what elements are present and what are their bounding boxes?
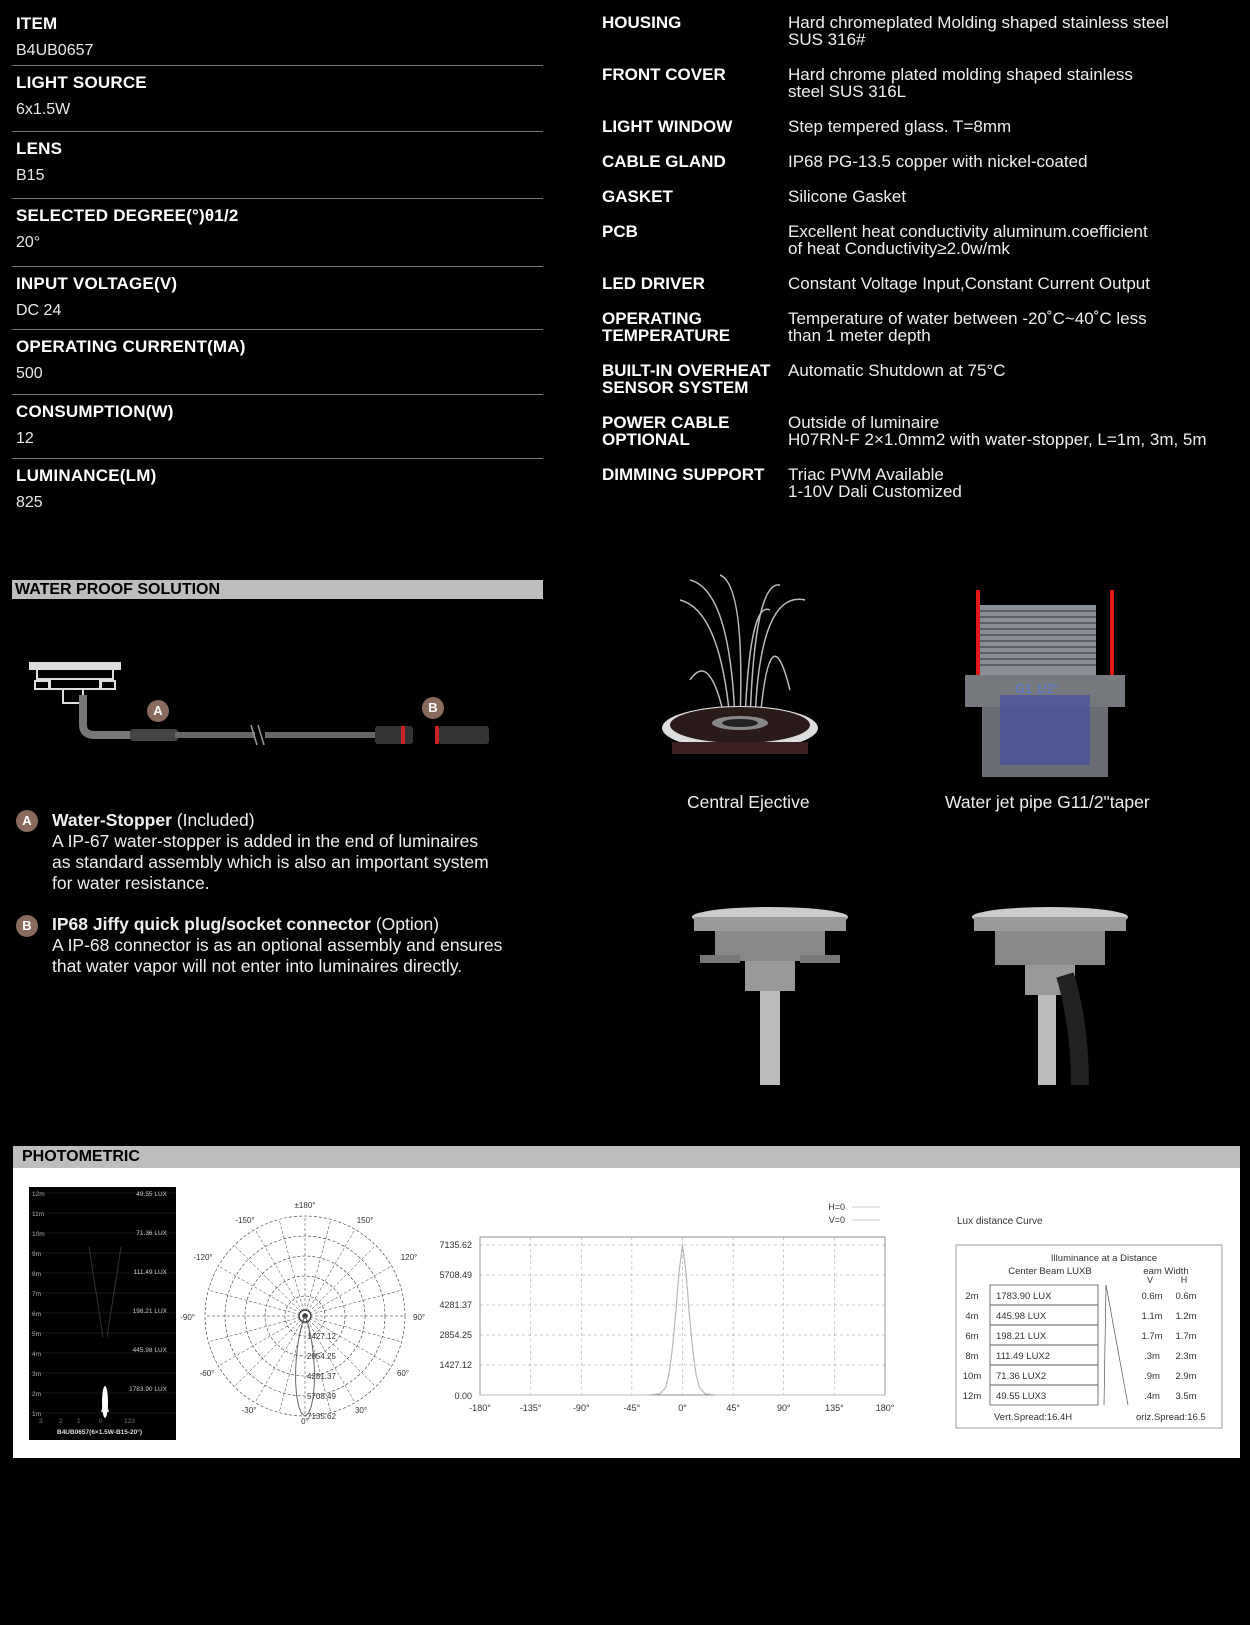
beam-tick-label: 1	[77, 1418, 81, 1425]
polar-spoke	[255, 1229, 305, 1316]
spec-value: 12	[16, 430, 34, 447]
polar-spoke	[305, 1219, 331, 1316]
lux-v-width: .4m	[1144, 1391, 1160, 1402]
polar-spoke	[208, 1316, 305, 1342]
spec-divider	[12, 131, 543, 132]
spec-value: DC 24	[16, 302, 62, 319]
beam-scale-label: 1m	[32, 1411, 42, 1418]
polar-spoke	[279, 1219, 305, 1316]
lux-vert-spread: Vert.Spread:16.4H	[994, 1412, 1073, 1423]
connector-title: IP68 Jiffy quick plug/socket connector	[52, 914, 371, 934]
spec-divider	[12, 266, 543, 267]
chart-x-tick-label: -135°	[519, 1403, 542, 1413]
spec-value: IP68 PG-13.5 copper with nickel-coated	[788, 152, 1088, 171]
polar-angle-label: -30°	[241, 1406, 257, 1415]
chart-legend-h: H=0	[828, 1202, 845, 1212]
spec-label: PCB	[602, 222, 638, 241]
spec-value: B15	[16, 167, 45, 184]
spec-label: LENS	[16, 139, 63, 158]
chart-x-tick-label: 135°	[825, 1403, 844, 1413]
badge-a-diagram: A	[147, 700, 169, 722]
polar-angle-label: 60°	[396, 1369, 410, 1378]
lux-distance: 8m	[965, 1351, 979, 1362]
fixture-cable-image	[970, 905, 1130, 1085]
lux-title: Lux distance Curve	[957, 1216, 1043, 1227]
polar-angle-label: 0°	[301, 1417, 309, 1426]
spec-value: Step tempered glass. T=8mm	[788, 117, 1012, 136]
water-jet-pipe-image	[960, 585, 1130, 780]
lux-value: 198.21 LUX	[996, 1331, 1047, 1342]
polar-spoke	[305, 1266, 392, 1316]
fixture-front-image	[690, 905, 850, 1085]
lux-h-width: 1.7m	[1175, 1331, 1197, 1342]
polar-angle-label: 120°	[400, 1253, 418, 1262]
spec-value: Hard chrome plated molding shaped stainless steel SUS 316L	[788, 65, 1133, 101]
chart-y-tick-label: 4281.37	[439, 1300, 472, 1310]
beam-scale-label: 2m	[32, 1391, 42, 1398]
polar-angle-label: 150°	[356, 1216, 374, 1225]
chart-y-tick-label: 2854.25	[439, 1330, 472, 1340]
lux-cone-left	[1104, 1285, 1106, 1405]
spec-label: OPERATING TEMPERATURE	[602, 309, 731, 345]
polar-angle-label: -120°	[193, 1253, 213, 1262]
beam-scale-label: 8m	[32, 1271, 42, 1278]
lux-width-label: eam Width	[1143, 1266, 1189, 1277]
luminaire-fixture-icon	[30, 663, 135, 735]
spec-value: B4UB0657	[16, 42, 94, 59]
spec-label: INPUT VOLTAGE(V)	[16, 274, 178, 293]
lux-distance: 12m	[962, 1391, 982, 1402]
beam-tick-label: 123	[124, 1418, 135, 1425]
connector-text: A IP-68 connector is as an optional assembly and ensures that water vapor will not enter into luminaires directly.	[52, 935, 503, 976]
lux-v-label: V	[1146, 1275, 1154, 1285]
pipe-size-label: G1 1/2"	[1015, 681, 1059, 696]
spec-value: Triac PWM Available 1-10V Dali Customized	[788, 465, 962, 501]
beam-lux-label: 1783.90 LUX	[129, 1386, 167, 1393]
lux-value: 71.36 LUX2	[996, 1371, 1047, 1382]
jiffy-connector-part	[375, 726, 489, 744]
beam-lux-label: 445.98 LUX	[132, 1347, 167, 1354]
connector-description	[52, 914, 542, 977]
spec-value: Outside of luminaire H07RN-F 2×1.0mm2 with water-stopper, L=1m, 3m, 5m	[788, 413, 1207, 449]
water-stopper-note: (Included)	[171, 810, 255, 830]
polar-spoke	[234, 1245, 305, 1316]
water-stopper-part	[130, 729, 178, 741]
spec-value: Hard chromeplated Molding shaped stainless steel SUS 316#	[788, 13, 1169, 49]
lux-h-width: 2.3m	[1175, 1351, 1197, 1362]
lux-v-width: 0.6m	[1141, 1291, 1163, 1302]
polar-angle-label: -90°	[180, 1313, 195, 1322]
beam-lux-label: 71.36 LUX	[136, 1230, 167, 1237]
beam-scale-label: 12m	[32, 1191, 45, 1198]
beam-scale-label: 5m	[32, 1331, 42, 1338]
chart-legend-v: V=0	[828, 1215, 845, 1225]
lux-v-width: .9m	[1144, 1371, 1160, 1382]
beam-scale-label: 7m	[32, 1291, 42, 1298]
polar-spoke	[255, 1316, 305, 1403]
lux-h-width: 2.9m	[1175, 1371, 1197, 1382]
connector-note: (Option)	[370, 914, 440, 934]
chart-x-tick-label: 180°	[875, 1403, 895, 1413]
lux-v-width: 1.1m	[1141, 1311, 1163, 1322]
spec-label: CABLE GLAND	[602, 152, 726, 171]
beam-spread-diagram	[29, 1187, 176, 1440]
lux-h-width: 1.2m	[1175, 1311, 1197, 1322]
lux-horiz-spread: oriz.Spread:16.5	[1136, 1412, 1206, 1423]
spec-divider	[12, 329, 543, 330]
beam-lux-label: 198.21 LUX	[132, 1308, 167, 1315]
lux-value: 1783.90 LUX	[996, 1291, 1052, 1302]
polar-spoke	[279, 1316, 305, 1413]
polar-angle-label: -150°	[235, 1216, 255, 1225]
photometric-section-header: PHOTOMETRIC	[13, 1146, 1240, 1168]
polar-spoke	[218, 1316, 305, 1366]
polar-ring-value: 7135.62	[307, 1412, 336, 1421]
polar-angle-label: 90°	[413, 1313, 426, 1322]
spec-label: LED DRIVER	[602, 274, 705, 293]
spec-value: Excellent heat conductivity aluminum.coefficient of heat Conductivity≥2.0w/mk	[788, 222, 1148, 258]
lux-value: 49.55 LUX3	[996, 1391, 1047, 1402]
lux-distance: 4m	[965, 1311, 979, 1322]
lux-distance-table	[956, 1245, 1226, 1430]
lux-distance: 10m	[962, 1371, 982, 1382]
spec-label: LIGHT WINDOW	[602, 117, 733, 136]
chart-x-tick-label: -90°	[572, 1403, 590, 1413]
polar-diagram	[180, 1200, 445, 1440]
spec-value: 825	[16, 494, 43, 511]
spec-divider	[12, 394, 543, 395]
polar-angle-label: 30°	[354, 1406, 368, 1415]
lux-center-label: Center Beam LUXB	[1008, 1266, 1092, 1277]
beam-scale-label: 10m	[32, 1231, 45, 1238]
spec-value: Silicone Gasket	[788, 187, 907, 206]
spec-label: OPERATING CURRENT(MA)	[16, 337, 246, 356]
chart-x-tick-label: -180°	[469, 1403, 491, 1413]
lux-h-width: 0.6m	[1175, 1291, 1197, 1302]
polar-angle-label: -60°	[199, 1369, 215, 1378]
spec-divider	[12, 198, 543, 199]
beam-scale-label: 4m	[32, 1351, 42, 1358]
spec-value: 500	[16, 365, 43, 382]
spec-value: Constant Voltage Input,Constant Current Output	[788, 274, 1150, 293]
polar-spoke	[234, 1316, 305, 1387]
spec-label: SELECTED DEGREE(°)θ1/2	[16, 206, 239, 225]
polar-angle-label: ±180°	[294, 1201, 316, 1210]
spec-label: LUMINANCE(LM)	[16, 466, 157, 485]
spec-label: DIMMING SUPPORT	[602, 465, 765, 484]
waterproof-cable-diagram	[25, 655, 525, 755]
chart-x-tick-label: 45°	[726, 1403, 740, 1413]
spec-label: LIGHT SOURCE	[16, 73, 147, 92]
spec-label: ITEM	[16, 14, 58, 33]
intensity-line-chart	[440, 1190, 930, 1440]
chart-y-tick-label: 1427.12	[439, 1360, 472, 1371]
water-stopper-text: A IP-67 water-stopper is added in the end of luminaires as standard assembly which is also an important system for water resistance.	[52, 831, 489, 893]
central-ejective-caption: Central Ejective	[687, 792, 810, 812]
beam-scale-label: 11m	[32, 1211, 45, 1218]
beam-lux-label: 49.55 LUX	[136, 1191, 167, 1198]
chart-x-tick-label: -45°	[623, 1403, 641, 1413]
badge-b: B	[16, 915, 38, 937]
beam-scale-label: 9m	[32, 1251, 42, 1258]
lux-cone-right	[1106, 1285, 1128, 1405]
lux-h-width: 3.5m	[1175, 1391, 1197, 1402]
water-jet-pipe-caption: Water jet pipe G11/2"taper	[945, 792, 1150, 812]
central-ejective-image	[660, 570, 860, 780]
lux-distance: 2m	[965, 1291, 979, 1302]
polar-ring-value: 5708.49	[307, 1392, 336, 1401]
lux-header: Illuminance at a Distance	[1050, 1253, 1158, 1264]
lux-v-width: .3m	[1144, 1351, 1160, 1362]
chart-y-tick-label: 0.00	[454, 1391, 472, 1401]
chart-x-tick-label: 0°	[678, 1403, 687, 1413]
badge-b-diagram: B	[422, 697, 444, 719]
chart-x-tick-label: 90°	[776, 1403, 791, 1413]
beam-tick-label: 3	[39, 1418, 43, 1425]
spec-label: CONSUMPTION(W)	[16, 402, 174, 421]
beam-model-label: B4UB0657(6×1.5W-B15-20°)	[57, 1429, 143, 1436]
spec-value: Temperature of water between -20˚C~40˚C less than 1 meter depth	[788, 309, 1147, 345]
beam-tick-label: 2	[59, 1418, 63, 1425]
polar-ring-value: 1427.12	[307, 1332, 336, 1341]
lux-v-width: 1.7m	[1141, 1331, 1163, 1342]
lux-h-label: H	[1180, 1275, 1188, 1285]
beam-scale-label: 3m	[32, 1371, 42, 1378]
spec-label: BUILT-IN OVERHEAT SENSOR SYSTEM	[602, 361, 771, 397]
spec-value: Automatic Shutdown at 75°C	[788, 361, 1006, 380]
spec-label: POWER CABLE OPTIONAL	[602, 413, 730, 449]
beam-tick-label: 0	[99, 1418, 103, 1425]
waterproof-section-header: WATER PROOF SOLUTION	[12, 580, 543, 599]
spec-label: GASKET	[602, 187, 673, 206]
chart-y-tick-label: 5708.49	[439, 1270, 472, 1281]
badge-a: A	[16, 810, 38, 832]
spec-divider	[12, 458, 543, 459]
spec-value: 6x1.5W	[16, 101, 71, 118]
polar-spoke	[305, 1245, 376, 1316]
polar-spoke	[208, 1290, 305, 1316]
lux-value: 445.98 LUX	[996, 1311, 1047, 1322]
polar-center-dot	[303, 1314, 307, 1318]
polar-spoke	[305, 1229, 355, 1316]
water-stopper-title: Water-Stopper	[52, 810, 172, 830]
beam-lux-label: 111.49 LUX	[133, 1269, 167, 1276]
polar-ring-value: 2854.25	[307, 1352, 336, 1361]
spec-label: HOUSING	[602, 13, 682, 32]
chart-y-tick-label: 7135.62	[439, 1240, 472, 1250]
spec-label: FRONT COVER	[602, 65, 726, 84]
lux-value: 111.49 LUX2	[996, 1351, 1051, 1362]
polar-spoke	[305, 1290, 402, 1316]
spec-value: 20°	[16, 234, 41, 251]
lux-distance: 6m	[965, 1331, 979, 1342]
polar-spoke	[218, 1266, 305, 1316]
beam-scale-label: 6m	[32, 1311, 42, 1318]
spec-divider	[12, 65, 543, 66]
water-stopper-description	[52, 810, 542, 894]
polar-ring-value: 4281.37	[307, 1372, 336, 1381]
